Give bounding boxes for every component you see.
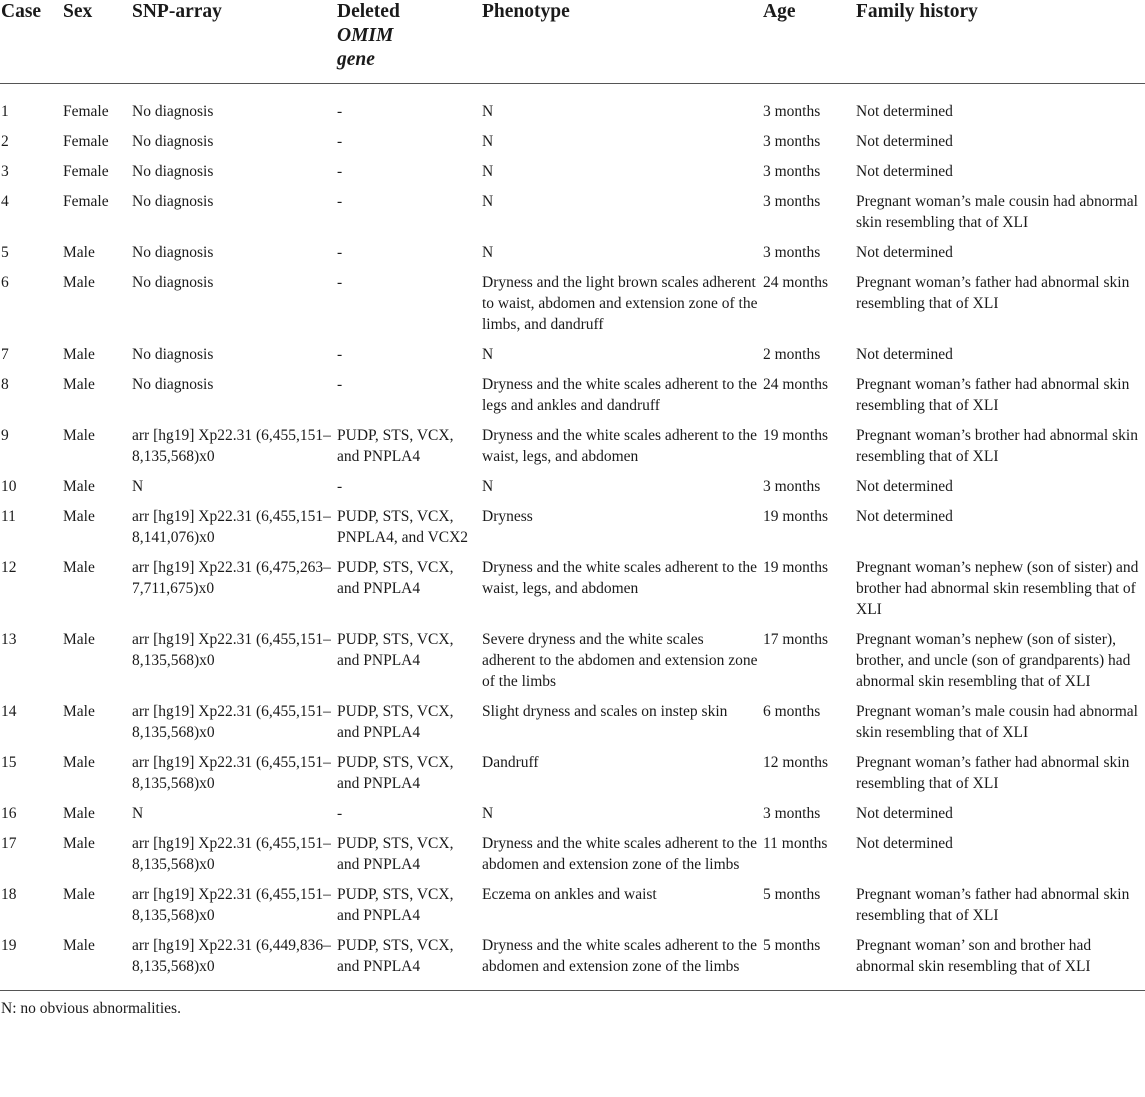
cell-family-history: Not determined (856, 163, 953, 180)
cell-family-history: Not determined (856, 508, 953, 525)
cell-deleted-gene: PUDP, STS, VCX, PNPLA4, and VCX2 (337, 508, 469, 546)
cell-snp-array: No diagnosis (132, 103, 214, 120)
cell-snp-array: arr [hg19] Xp22.31 (6,455,151–8,135,568)x0 (132, 835, 331, 873)
table-footnote: N: no obvious abnormalities. (1, 1000, 181, 1017)
cell-phenotype: Dryness and the white scales adherent to the abdomen and extension zone of the limbs (482, 835, 758, 873)
cell-deleted-gene: - (337, 346, 343, 363)
table-row (0, 131, 1145, 161)
cell-sex: Male (63, 805, 95, 822)
cell-case: 9 (1, 427, 9, 444)
cell-snp-array: No diagnosis (132, 244, 214, 261)
header-deleted-gene-line3: gene (337, 49, 375, 70)
header-deleted-gene (336, 0, 481, 84)
cell-phenotype: Dryness and the white scales adherent to the abdomen and extension zone of the limbs (482, 937, 758, 975)
cell-deleted-gene: - (337, 478, 343, 495)
cell-case: 17 (1, 835, 17, 852)
header-deleted-gene-line2: OMIM (337, 25, 394, 46)
cell-family-history: Pregnant woman’s father had abnormal skin resembling that of XLI (856, 376, 1130, 414)
cell-age: 19 months (763, 559, 829, 576)
cell-deleted-gene: - (337, 103, 343, 120)
cell-family-history: Not determined (856, 805, 953, 822)
cell-sex: Male (63, 703, 95, 720)
cell-age: 11 months (763, 835, 828, 852)
cell-sex: Female (63, 163, 109, 180)
cell-sex: Male (63, 427, 95, 444)
cell-deleted-gene: PUDP, STS, VCX, and PNPLA4 (337, 886, 454, 924)
cell-deleted-gene: - (337, 244, 343, 261)
cell-case: 10 (1, 478, 17, 495)
cell-case: 7 (1, 346, 9, 363)
table-row (0, 752, 1145, 803)
cell-sex: Male (63, 886, 95, 903)
table-row (0, 803, 1145, 833)
cell-phenotype: N (482, 805, 494, 822)
cell-case: 12 (1, 559, 17, 576)
cell-deleted-gene: - (337, 805, 343, 822)
cell-snp-array: No diagnosis (132, 193, 214, 210)
cell-age: 3 months (763, 163, 821, 180)
header-family-history: Family history (856, 1, 978, 22)
cell-sex: Male (63, 508, 95, 525)
header-snp-array: SNP-array (132, 1, 222, 22)
cell-family-history: Pregnant woman’s male cousin had abnormal skin resembling that of XLI (856, 703, 1138, 741)
cell-snp-array: arr [hg19] Xp22.31 (6,455,151–8,135,568)x0 (132, 886, 331, 924)
cell-age: 6 months (763, 703, 821, 720)
table-header (0, 0, 1145, 84)
cell-family-history: Pregnant woman’s father had abnormal skin resembling that of XLI (856, 274, 1130, 312)
cell-sex: Male (63, 346, 95, 363)
cell-family-history: Not determined (856, 103, 953, 120)
table-row (0, 833, 1145, 884)
cell-phenotype: Dryness and the white scales adherent to the waist, legs, and abdomen (482, 427, 758, 465)
cell-snp-array: No diagnosis (132, 274, 214, 291)
cell-phenotype: N (482, 478, 494, 495)
cell-family-history: Not determined (856, 244, 953, 261)
cell-phenotype: Severe dryness and the white scales adherent to the abdomen and extension zone of the limbs (482, 631, 758, 690)
cell-phenotype: N (482, 244, 494, 261)
header-row (0, 0, 1145, 84)
table-row (0, 557, 1145, 629)
cell-sex: Female (63, 133, 109, 150)
cell-case: 2 (1, 133, 9, 150)
table-row (0, 272, 1145, 344)
table-row (0, 935, 1145, 991)
table-row (0, 84, 1145, 132)
cell-phenotype: Dryness (482, 508, 533, 525)
cell-deleted-gene: - (337, 133, 343, 150)
cell-deleted-gene: PUDP, STS, VCX, and PNPLA4 (337, 703, 454, 741)
cell-case: 15 (1, 754, 17, 771)
header-deleted-gene-line1: Deleted (337, 1, 400, 22)
cell-snp-array: arr [hg19] Xp22.31 (6,455,151–8,135,568)x0 (132, 703, 331, 741)
cell-age: 19 months (763, 508, 829, 525)
table-body (0, 84, 1145, 991)
cell-snp-array: No diagnosis (132, 346, 214, 363)
cell-deleted-gene: PUDP, STS, VCX, and PNPLA4 (337, 559, 454, 597)
cell-phenotype: N (482, 133, 494, 150)
cell-case: 11 (1, 508, 16, 525)
cell-phenotype: Dryness and the white scales adherent to the legs and ankles and dandruff (482, 376, 758, 414)
cell-family-history: Not determined (856, 478, 953, 495)
cell-case: 3 (1, 163, 9, 180)
cell-age: 24 months (763, 274, 829, 291)
cell-sex: Female (63, 193, 109, 210)
cell-phenotype: N (482, 163, 494, 180)
cell-sex: Male (63, 754, 95, 771)
cell-family-history: Pregnant woman’s father had abnormal skin resembling that of XLI (856, 754, 1130, 792)
cell-deleted-gene: - (337, 376, 343, 393)
cell-case: 4 (1, 193, 9, 210)
cell-case: 6 (1, 274, 9, 291)
cell-deleted-gene: - (337, 193, 343, 210)
cell-sex: Male (63, 274, 95, 291)
cell-snp-array: No diagnosis (132, 376, 214, 393)
cell-family-history: Not determined (856, 133, 953, 150)
cell-family-history: Pregnant woman’s father had abnormal skin resembling that of XLI (856, 886, 1130, 924)
cell-age: 3 months (763, 193, 821, 210)
cell-deleted-gene: PUDP, STS, VCX, and PNPLA4 (337, 631, 454, 669)
cell-age: 17 months (763, 631, 829, 648)
cell-age: 3 months (763, 133, 821, 150)
cell-age: 5 months (763, 886, 821, 903)
header-age: Age (763, 1, 796, 22)
cell-age: 19 months (763, 427, 829, 444)
cell-snp-array: N (132, 478, 144, 495)
cell-family-history: Not determined (856, 346, 953, 363)
cell-snp-array: arr [hg19] Xp22.31 (6,449,836–8,135,568)x0 (132, 937, 331, 975)
cell-family-history: Pregnant woman’ son and brother had abnormal skin resembling that of XLI (856, 937, 1092, 975)
table-row (0, 629, 1145, 701)
cell-case: 5 (1, 244, 9, 261)
cell-age: 5 months (763, 937, 821, 954)
cell-case: 18 (1, 886, 17, 903)
cell-snp-array: arr [hg19] Xp22.31 (6,475,263–7,711,675)x0 (132, 559, 331, 597)
table-row (0, 884, 1145, 935)
cell-phenotype: Dryness and the light brown scales adherent to waist, abdomen and extension zone of the limbs, and dandruff (482, 274, 758, 333)
cell-age: 3 months (763, 805, 821, 822)
table-row (0, 191, 1145, 242)
cell-deleted-gene: PUDP, STS, VCX, and PNPLA4 (337, 427, 454, 465)
cell-age: 3 months (763, 478, 821, 495)
cell-age: 3 months (763, 103, 821, 120)
cell-sex: Male (63, 559, 95, 576)
table-row (0, 425, 1145, 476)
cell-phenotype: Dryness and the white scales adherent to the waist, legs, and abdomen (482, 559, 758, 597)
cell-family-history: Pregnant woman’s male cousin had abnormal skin resembling that of XLI (856, 193, 1138, 231)
cell-case: 19 (1, 937, 17, 954)
cell-snp-array: No diagnosis (132, 163, 214, 180)
cell-case: 8 (1, 376, 9, 393)
cell-family-history: Pregnant woman’s nephew (son of sister), brother, and uncle (son of grandparents) had abnormal skin resembling that of XLI (856, 631, 1131, 690)
cell-sex: Male (63, 937, 95, 954)
table-row (0, 701, 1145, 752)
cell-age: 2 months (763, 346, 821, 363)
cell-phenotype: Dandruff (482, 754, 539, 771)
cell-age: 24 months (763, 376, 829, 393)
table-row (0, 506, 1145, 557)
cell-family-history: Not determined (856, 835, 953, 852)
cell-family-history: Pregnant woman’s nephew (son of sister) and brother had abnormal skin resembling that of XLI (856, 559, 1139, 618)
cell-phenotype: N (482, 193, 494, 210)
cell-case: 16 (1, 805, 17, 822)
cell-deleted-gene: PUDP, STS, VCX, and PNPLA4 (337, 937, 454, 975)
header-sex: Sex (63, 1, 93, 22)
cell-age: 12 months (763, 754, 829, 771)
cell-deleted-gene: PUDP, STS, VCX, and PNPLA4 (337, 754, 454, 792)
cell-sex: Male (63, 835, 95, 852)
cell-case: 13 (1, 631, 17, 648)
table-row (0, 476, 1145, 506)
header-phenotype: Phenotype (482, 1, 570, 22)
cell-phenotype: Eczema on ankles and waist (482, 886, 657, 903)
cell-sex: Male (63, 376, 95, 393)
cell-case: 14 (1, 703, 17, 720)
table-row (0, 161, 1145, 191)
cell-snp-array: No diagnosis (132, 133, 214, 150)
cell-snp-array: arr [hg19] Xp22.31 (6,455,151–8,141,076)x0 (132, 508, 331, 546)
cell-sex: Male (63, 631, 95, 648)
cell-snp-array: arr [hg19] Xp22.31 (6,455,151–8,135,568)x0 (132, 631, 331, 669)
header-case: Case (1, 1, 42, 22)
table-row (0, 344, 1145, 374)
cell-deleted-gene: - (337, 274, 343, 291)
cell-sex: Male (63, 478, 95, 495)
table-row (0, 374, 1145, 425)
cell-snp-array: N (132, 805, 144, 822)
cell-phenotype: Slight dryness and scales on instep skin (482, 703, 728, 720)
cell-sex: Male (63, 244, 95, 261)
cell-case: 1 (1, 103, 9, 120)
cell-family-history: Pregnant woman’s brother had abnormal skin resembling that of XLI (856, 427, 1138, 465)
cell-phenotype: N (482, 346, 494, 363)
cell-snp-array: arr [hg19] Xp22.31 (6,455,151–8,135,568)x0 (132, 427, 331, 465)
cell-snp-array: arr [hg19] Xp22.31 (6,455,151–8,135,568)x0 (132, 754, 331, 792)
cell-sex: Female (63, 103, 109, 120)
cell-phenotype: N (482, 103, 494, 120)
cell-age: 3 months (763, 244, 821, 261)
cell-deleted-gene: - (337, 163, 343, 180)
table-row (0, 242, 1145, 272)
cell-deleted-gene: PUDP, STS, VCX, and PNPLA4 (337, 835, 454, 873)
